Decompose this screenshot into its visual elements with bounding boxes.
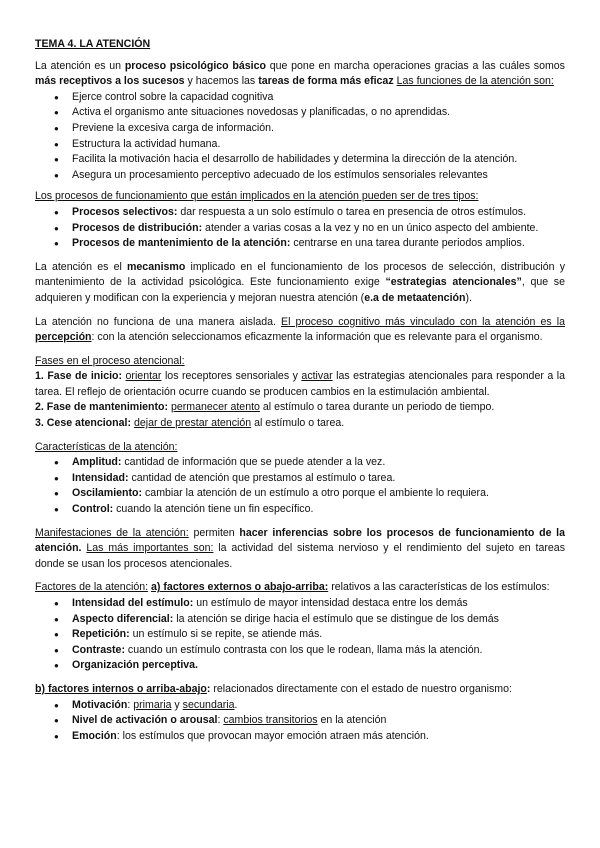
para-text: La atención es el <box>35 260 127 273</box>
para-underline: El proceso cognitivo más vinculado con la atención es la <box>281 315 565 328</box>
para-bold: mecanismo <box>127 260 186 273</box>
list-item <box>35 658 565 674</box>
item-term: Amplitud: <box>72 456 122 469</box>
perception-paragraph <box>35 315 565 346</box>
para-text: la actividad del sistema nervioso y el rendimiento del sujeto en tareas donde se usan los procesos atencionales. <box>35 542 565 570</box>
characteristics-list <box>35 455 565 517</box>
para-bold-underline: percepción <box>35 331 92 344</box>
para-underline: orientar <box>125 370 162 383</box>
phase-term: 2. Fase de mantenimiento: <box>35 401 169 414</box>
item-desc: un estímulo si se repite, se atiende más. <box>129 628 323 641</box>
mechanism-paragraph <box>35 260 565 307</box>
list-item <box>35 236 565 252</box>
item-term: Nivel de activación o arousal <box>72 714 218 727</box>
list-item <box>35 596 565 612</box>
item-term: Oscilamiento: <box>72 487 143 500</box>
item-desc: y <box>171 698 183 711</box>
para-text: relativos a las características de los estímulos: <box>328 581 550 594</box>
phase-3 <box>35 416 565 432</box>
phases-heading: Fases en el proceso atencional: <box>35 354 185 367</box>
list-item <box>35 729 565 745</box>
para-underline: dejar de prestar atención <box>133 417 252 430</box>
para-bold: “estrategias atencionales” <box>385 276 522 289</box>
list-item: ● Asegura un procesamiento perceptivo adecuado de los estímulos sensoriales relevantes <box>35 168 565 184</box>
list-item <box>35 698 565 714</box>
item-desc: cuando un estímulo contrasta con los que le rodean, llama más la atención. <box>124 643 483 656</box>
list-item: ● Previene la excesiva carga de información. <box>35 121 565 137</box>
item-desc: cambiar la atención de un estímulo a otro porque el ambiente lo requiera. <box>142 487 489 500</box>
intro-text: y hacemos las <box>184 75 259 88</box>
para-underline: secundaria <box>182 698 235 711</box>
item-term: Intensidad: <box>72 471 129 484</box>
list-item: ● Estructura la actividad humana. <box>35 137 565 153</box>
item-term: Procesos selectivos: <box>72 205 178 218</box>
phase-1 <box>35 369 565 400</box>
document-body <box>35 37 565 744</box>
list-item <box>35 643 565 659</box>
item-term: Aspecto diferencial: <box>72 612 174 625</box>
manifestations-heading: Manifestaciones de la atención: <box>35 526 189 539</box>
item-term: Emoción <box>72 729 117 742</box>
para-bold: : <box>206 682 211 695</box>
intro-text: que pone en marcha operaciones gracias a las cuáles somos <box>265 59 565 72</box>
item-desc: en la atención <box>317 714 387 727</box>
para-text: ). <box>465 291 472 304</box>
list-item: ● Ejerce control sobre la capacidad cognitiva <box>35 90 565 106</box>
functions-heading: Las funciones de la atención son: <box>396 75 554 88</box>
para-bold: e.a de metaatención <box>364 291 466 304</box>
para-text: La atención no funciona de una manera aislada. <box>35 315 281 328</box>
item-desc: . <box>234 698 238 711</box>
para-text: , que se adquieren y modifican con la experiencia y mejoran nuestra atención ( <box>35 276 565 304</box>
internal-factors-line <box>35 682 565 698</box>
list-item <box>35 205 565 221</box>
item-desc: : <box>217 714 224 727</box>
phase-2 <box>35 400 565 416</box>
characteristics-heading: Características de la atención: <box>35 440 178 453</box>
list-item <box>35 455 565 471</box>
functions-list <box>35 90 565 184</box>
item-term: Contraste: <box>72 643 125 656</box>
intro-paragraph <box>35 59 565 90</box>
factors-heading: Factores de la atención: <box>35 581 149 594</box>
item-term: Repetición: <box>72 628 130 641</box>
item-term: Control: <box>72 503 114 516</box>
item-term: Procesos de distribución: <box>72 221 203 234</box>
item-desc: cantidad de atención que prestamos al estímulo o tarea. <box>128 471 396 484</box>
item-desc: un estímulo de mayor intensidad destaca entre los demás <box>193 597 468 609</box>
item-term: Procesos de mantenimiento de la atención: <box>72 237 291 250</box>
para-underline: Las más importantes son: <box>86 542 214 555</box>
internal-factors-list <box>35 698 565 745</box>
item-desc: cantidad de información que se puede atender a la vez. <box>121 456 386 469</box>
item-desc: centrarse en una tarea durante periodos amplios. <box>290 237 525 250</box>
intro-bold-1: proceso psicológico básico <box>124 59 266 72</box>
para-text: los receptores sensoriales y <box>161 370 302 383</box>
internal-factors-label: b) factores internos o arriba-abajo <box>35 682 207 695</box>
para-text: las estrategias atencionales para responder a la tarea. El reflejo de orientación ocurre cuando se producen cambios en la estimulación ambiental. <box>35 370 565 398</box>
list-item <box>35 471 565 487</box>
phase-term: 3. Cese atencional: <box>35 417 131 430</box>
para-underline: activar <box>301 370 333 383</box>
para-bold: hacer inferencias sobre los procesos de funcionamiento de la atención. <box>35 526 566 555</box>
item-desc: cuando la atención tiene un fin específico. <box>113 503 314 516</box>
item-desc: dar respuesta a un solo estímulo o tarea en presencia de otros estímulos. <box>177 205 527 218</box>
item-desc: la atención se dirige hacia el estímulo que se distingue de los demás <box>173 612 499 625</box>
external-factors-label: a) factores externos o abajo-arriba: <box>151 581 329 594</box>
intro-text: La atención es un <box>35 59 125 72</box>
external-factors-list <box>35 596 565 674</box>
list-item <box>35 502 565 518</box>
processes-heading: Los procesos de funcionamiento que están implicados en la atención pueden ser de tres tipos: <box>35 190 479 203</box>
processes-list <box>35 205 565 252</box>
para-underline: permanecer atento <box>171 401 260 414</box>
intro-bold-3: tareas de forma más eficaz <box>258 75 394 88</box>
factors-heading-line <box>35 580 565 596</box>
para-text: al estímulo o tarea. <box>251 417 345 430</box>
item-term: Motivación <box>72 698 128 711</box>
para-text: implicado en el funcionamiento de los procesos de selección, distribución y mantenimiento de la actividad psicológica. Este funcionamiento exige <box>35 260 565 289</box>
intro-bold-2: más receptivos a los sucesos <box>35 75 185 88</box>
page-title: TEMA 4. LA ATENCIÓN <box>35 38 151 50</box>
para-text: relacionados directamente con el estado de nuestro organismo: <box>210 682 512 695</box>
para-text: al estímulo o tarea durante un periodo de tiempo. <box>259 401 495 414</box>
list-item: ● Facilita la motivación hacia el desarrollo de habilidades y determina la dirección de la atención. <box>35 152 565 168</box>
item-term: Organización perceptiva. <box>72 659 198 672</box>
list-item <box>35 612 565 628</box>
list-item <box>35 627 565 643</box>
list-item <box>35 713 565 729</box>
para-text: : con la atención seleccionamos eficazmente la información que es relevante para el organismo. <box>91 331 543 344</box>
phase-term: 1. Fase de inicio: <box>35 370 123 383</box>
manifestations-paragraph <box>35 526 565 573</box>
para-underline: cambios transitorios <box>223 714 318 727</box>
para-text: permiten <box>188 526 240 539</box>
item-desc: : los estímulos que provocan mayor emoción atraen más atención. <box>116 729 429 742</box>
item-desc: atender a varias cosas a la vez y no en un único aspecto del ambiente. <box>202 221 539 234</box>
item-term: Intensidad del estímulo: <box>72 597 194 609</box>
para-underline: primaria <box>133 698 172 711</box>
item-desc: : <box>127 698 134 711</box>
list-item <box>35 486 565 502</box>
list-item <box>35 221 565 237</box>
list-item: ● Activa el organismo ante situaciones novedosas y planificadas, o no aprendidas. <box>35 105 565 121</box>
